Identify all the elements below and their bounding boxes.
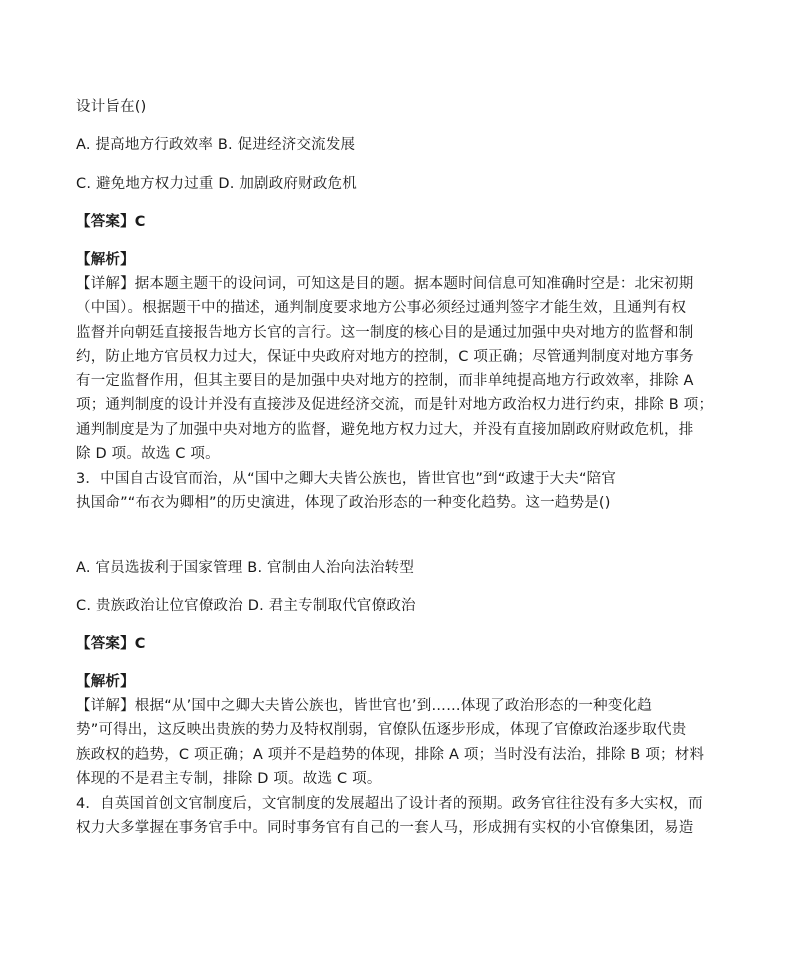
q2-analysis-line: （中国）。根据题干中的描述，通判制度要求地方公事必须经过通判签字才能生效，且通判有权 xyxy=(76,300,687,317)
q2-options-ab: A. 提高地方行政效率 B. 促进经济交流发展 xyxy=(76,137,356,153)
q3-answer: 【答案】C xyxy=(76,636,146,652)
q2-analysis-line: 约，防止地方官员权力过大，保证中央政府对地方的控制，C 项正确；尽管通判制度对地方事务 xyxy=(76,348,694,365)
q2-analysis-line: 有一定监督作用，但其主要目的是加强中央对地方的控制，而非单纯提高地方行政效率，排除 A xyxy=(76,373,694,390)
q3-analysis-line: 族政权的趋势，C 项正确；A 项并不是趋势的体现，排除 A 项；当时没有法治，排除 B 项；材料 xyxy=(76,746,705,763)
q2-analysis-line: 项；通判制度的设计并没有直接涉及促进经济交流，而是针对地方政治权力进行约束，排除 B 项； xyxy=(76,397,714,414)
q2-answer: 【答案】C xyxy=(76,214,146,230)
q2-analysis-line: 除 D 项。故选 C 项。 xyxy=(76,446,220,463)
q3-analysis-line: 势”可得出，这反映出贵族的势力及特权削弱，官僚队伍逐步形成，体现了官僚政治逐步取代贵 xyxy=(76,722,687,739)
q2-analysis-line: 监督并向朝廷直接报告地方长官的言行。这一制度的核心目的是通过加强中央对地方的监督和制 xyxy=(76,324,694,341)
q3-stem-line: 3．中国自古设官而治，从“国中之卿大夫皆公族也，皆世官也”到“政逮于大夫“陪官 xyxy=(76,471,617,487)
q2-analysis-body xyxy=(76,272,720,466)
q3-stem xyxy=(76,467,720,516)
q3-stem-line: 执国命”“布衣为卿相”的历史演进，体现了政治形态的一种变化趋势。这一趋势是() xyxy=(76,495,611,512)
q3-analysis-line: 体现的不是君主专制，排除 D 项。故选 C 项。 xyxy=(76,770,382,787)
q2-analysis-line: 【详解】据本题主题干的设问词，可知这是目的题。据本题时间信息可知准确时空是：北宋初期 xyxy=(76,276,694,292)
q4-stem-line: 权力大多掌握在事务官手中。同时事务官有自己的一套人马，形成拥有实权的小官僚集团，易造 xyxy=(76,820,694,837)
q3-options-ab: A. 官员选拔利于国家管理 B. 官制由人治向法治转型 xyxy=(76,560,415,576)
q3-analysis-title: 【解析】 xyxy=(76,674,135,690)
q3-analysis-body xyxy=(76,694,720,791)
q2-options-cd: C. 避免地方权力过重 D. 加剧政府财政危机 xyxy=(76,176,357,192)
q2-stem-end: 设计旨在() xyxy=(76,99,147,115)
q3-analysis-line: 【详解】根据“从’国中之卿大夫皆公族也，皆世官也’到……体现了政治形态的一种变化趋 xyxy=(76,698,652,714)
q4-stem xyxy=(76,792,720,841)
q2-analysis-title: 【解析】 xyxy=(76,252,135,268)
q3-options-cd: C. 贵族政治让位官僚政治 D. 君主专制取代官僚政治 xyxy=(76,598,416,614)
q2-analysis-line: 通判制度是为了加强中央对地方的监督，避免地方权力过大，并没有直接加剧政府财政危机，排 xyxy=(76,421,694,438)
q4-stem-line: 4．自英国首创文官制度后，文官制度的发展超出了设计者的预期。政务官往往没有多大实权，而 xyxy=(76,796,703,812)
